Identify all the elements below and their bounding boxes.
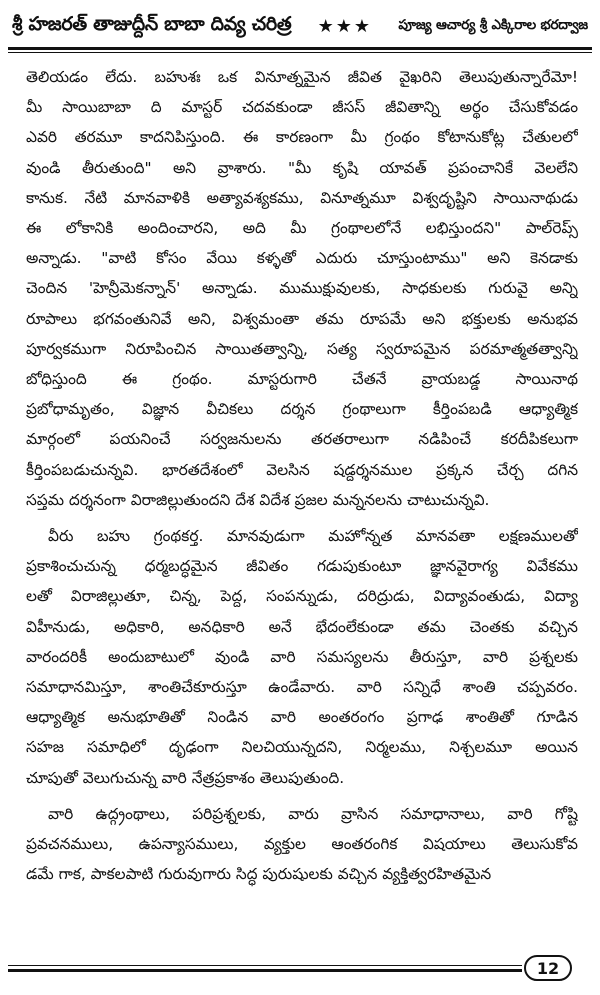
header-stars-ornament: ★★★: [317, 15, 373, 37]
text-line: లతో విరాజిల్లుతూ, చిన్న, పెద్ద, సంపన్నుడు, దరిద్రుడు, విద్యావంతుడు, విద్యా: [26, 587, 578, 606]
text-line: రూపాలు భగవంతునివే అని, విశ్వమంతా తమ రూపమే అని భక్తులకు అనుభవ: [26, 309, 578, 328]
text-line: కానుక. నేటి మానవాళికి అత్యావశ్యకము, వినూత్నమూ విశ్వదృష్టిని సాయినాథుడు: [26, 188, 578, 207]
text-line: బోధిస్తుంది ఈ గ్రంథం. మాస్టరుగారి చేతనే వ్రాయబడ్డ సాయినాథ: [26, 370, 578, 389]
book-title: శ్రీ హజరత్ తాజుద్దీన్ బాబా దివ్య చరిత్ర: [12, 12, 292, 35]
paragraph: [26, 521, 578, 793]
text-line: కీర్తింపబడుచున్నవి. భారతదేశంలో వెలసిన షడ్దర్శనముల ప్రక్కన చేర్చ దగిన: [26, 460, 578, 479]
page-body-text: [26, 62, 578, 889]
text-line: అన్నాడు. "వాటి కోసం వేయి కళ్ళతో ఎదురు చూస్తుంటాము" అని కెనడాకు: [26, 249, 578, 268]
footer-rule-thin: [8, 965, 522, 966]
text-line: చూపుతో వెలుగుచున్న వారి నేత్రప్రకాశం తెలుపుతుంది.: [26, 768, 345, 787]
paragraph: [26, 62, 578, 515]
text-line: వుండి తీరుతుంది" అని వ్రాశారు. "మీ కృషి యావత్ ప్రపంచానికే వెలలేని: [26, 158, 578, 177]
page-footer: [8, 955, 592, 985]
text-line: సమాధానమిస్తూ, శాంతిచేకూరుస్తూ ఉండేవారు. వారి సన్నిధే శాంతి చప్పవరం.: [26, 678, 578, 697]
text-line: డమే గాక, పాకలపాటి గురువుగారు సిద్ధ పురుషులకు వచ్చిన వ్యక్తిత్వరహితమైన: [26, 865, 492, 884]
text-line: ప్రకాశించుచున్న ధర్మబద్ధమైన జీవితం గడుపుకుంటూ జ్ఞానవైరాగ్య వివేకము: [26, 557, 578, 576]
text-line: సప్తమ దర్శనంగా విరాజిల్లుతుందని దేశ విదేశ ప్రజల మన్ననలను చాటుచున్నవి.: [26, 490, 490, 509]
footer-rule-thick: [8, 969, 522, 972]
page-number-badge: 12: [524, 955, 572, 981]
text-line: ఈ లోకానికి అందించారని, అది మీ గ్రంథాలలోనే లభిస్తుందని" పాల్‌రెప్స్: [26, 219, 578, 238]
text-line: ఎవరి తరమూ కాదనిపిస్తుంది. ఈ కారణంగా మీ గ్రంథం కోటానుకోట్ల చేతులలో: [26, 128, 578, 147]
paragraph: [26, 799, 578, 890]
text-line: విహీనుడు, అధికారి, అనధికారి అనే భేదంలేకుండా తమ చెంతకు వచ్చిన: [26, 617, 578, 636]
text-line: మీ సాయిబాబా ది మాస్టర్ చదవకుండా జీసస్ జీవితాన్ని అర్థం చేసుకోవడం: [26, 98, 578, 117]
text-line: ఆధ్యాత్మిక అనుభూతితో నిండిన వారి అంతరంగం ప్రగాఢ శాంతితో గూడిన: [26, 708, 578, 727]
text-line: ప్రబోధామృతం, విజ్ఞాన వీచికలు దర్శన గ్రంథాలుగా కీర్తింపబడి ఆధ్యాత్మిక: [26, 400, 578, 419]
text-line: మార్గంలో పయనించే సర్వజనులను తరతరాలుగా నడిపించే కరదీపికలుగా: [26, 430, 578, 449]
author-name: పూజ్య ఆచార్య శ్రీ ఎక్కిరాల భరద్వాజ: [398, 16, 588, 33]
running-header: [8, 6, 592, 46]
text-line: వారి ఉద్గ్రంథాలు, పరిప్రశ్నలకు, వారు వ్రాసిన సమాధానాలు, వారి గోష్టి: [48, 804, 578, 823]
text-line: ప్రవచనములు, ఉపన్యాసములు, వ్యక్తుల ఆంతరంగిక విషయాలు తెలుసుకోవ: [26, 835, 578, 854]
header-rule-thick: [8, 47, 592, 50]
header-rule-thin: [8, 52, 592, 53]
text-line: పూర్వకముగా నిరూపించిన సాయితత్వాన్ని, సత్య స్వరూపమైన పరమాత్మతత్వాన్ని: [26, 339, 578, 358]
text-line: వారందరికీ అందుబాటులో వుండి వారి సమస్యలను తీరుస్తూ, వారి ప్రశ్నలకు: [26, 647, 578, 666]
text-line: చెందిన 'హెన్రీమెకన్నాన్' అన్నాడు. ముముక్షువులకు, సాధకులకు గురువై అన్ని: [26, 279, 578, 298]
text-line: వీరు బహు గ్రంథకర్త. మానవుడుగా మహోన్నత మానవతా లక్షణములతో: [48, 527, 578, 546]
text-line: సహజ సమాధిలో దృఢంగా నిలచియున్నదని, నిర్మలము, నిశ్చలమూ అయిన: [26, 738, 578, 757]
text-line: తెలియడం లేదు. బహుశః ఒక వినూత్నమైన జీవిత వైఖరిని తెలుపుతున్నారేమో!: [26, 68, 578, 86]
